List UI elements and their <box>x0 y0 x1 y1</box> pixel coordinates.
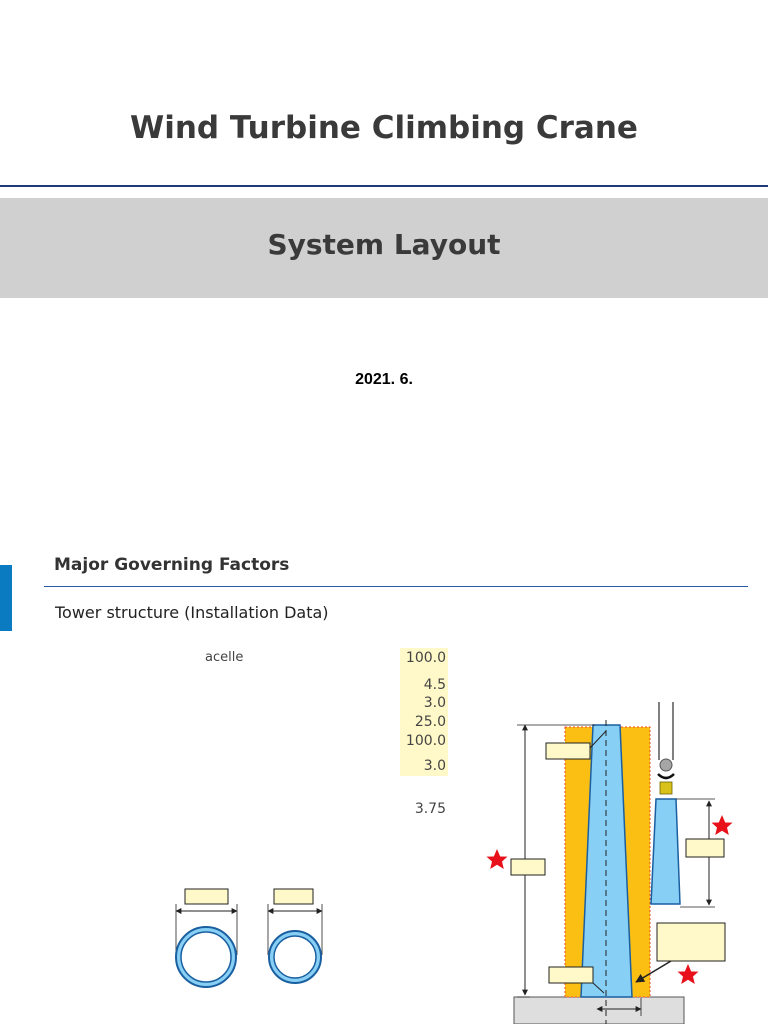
parameter-label: acelle <box>205 650 244 665</box>
page-title: Wind Turbine Climbing Crane <box>130 110 638 146</box>
star-icon <box>712 815 733 835</box>
value-2: 4.5 <box>423 677 446 693</box>
hook-icon <box>658 759 674 794</box>
ring-section-small <box>268 889 322 983</box>
ring-section-large <box>176 889 237 987</box>
value-1: 100.0 <box>405 650 446 666</box>
value-6: 3.0 <box>423 758 446 774</box>
document-date: 2021. 6. <box>355 371 413 388</box>
star-icon <box>678 964 699 984</box>
value-3: 3.0 <box>423 695 446 711</box>
page-subtitle: System Layout <box>267 228 501 261</box>
section-subheading: Tower structure (Installation Data) <box>55 603 329 622</box>
value-extra: 3.75 <box>414 801 446 817</box>
section-title: Major Governing Factors <box>54 555 290 575</box>
star-icon <box>487 849 508 869</box>
value-4: 25.0 <box>414 714 446 730</box>
value-5: 100.0 <box>405 733 446 749</box>
